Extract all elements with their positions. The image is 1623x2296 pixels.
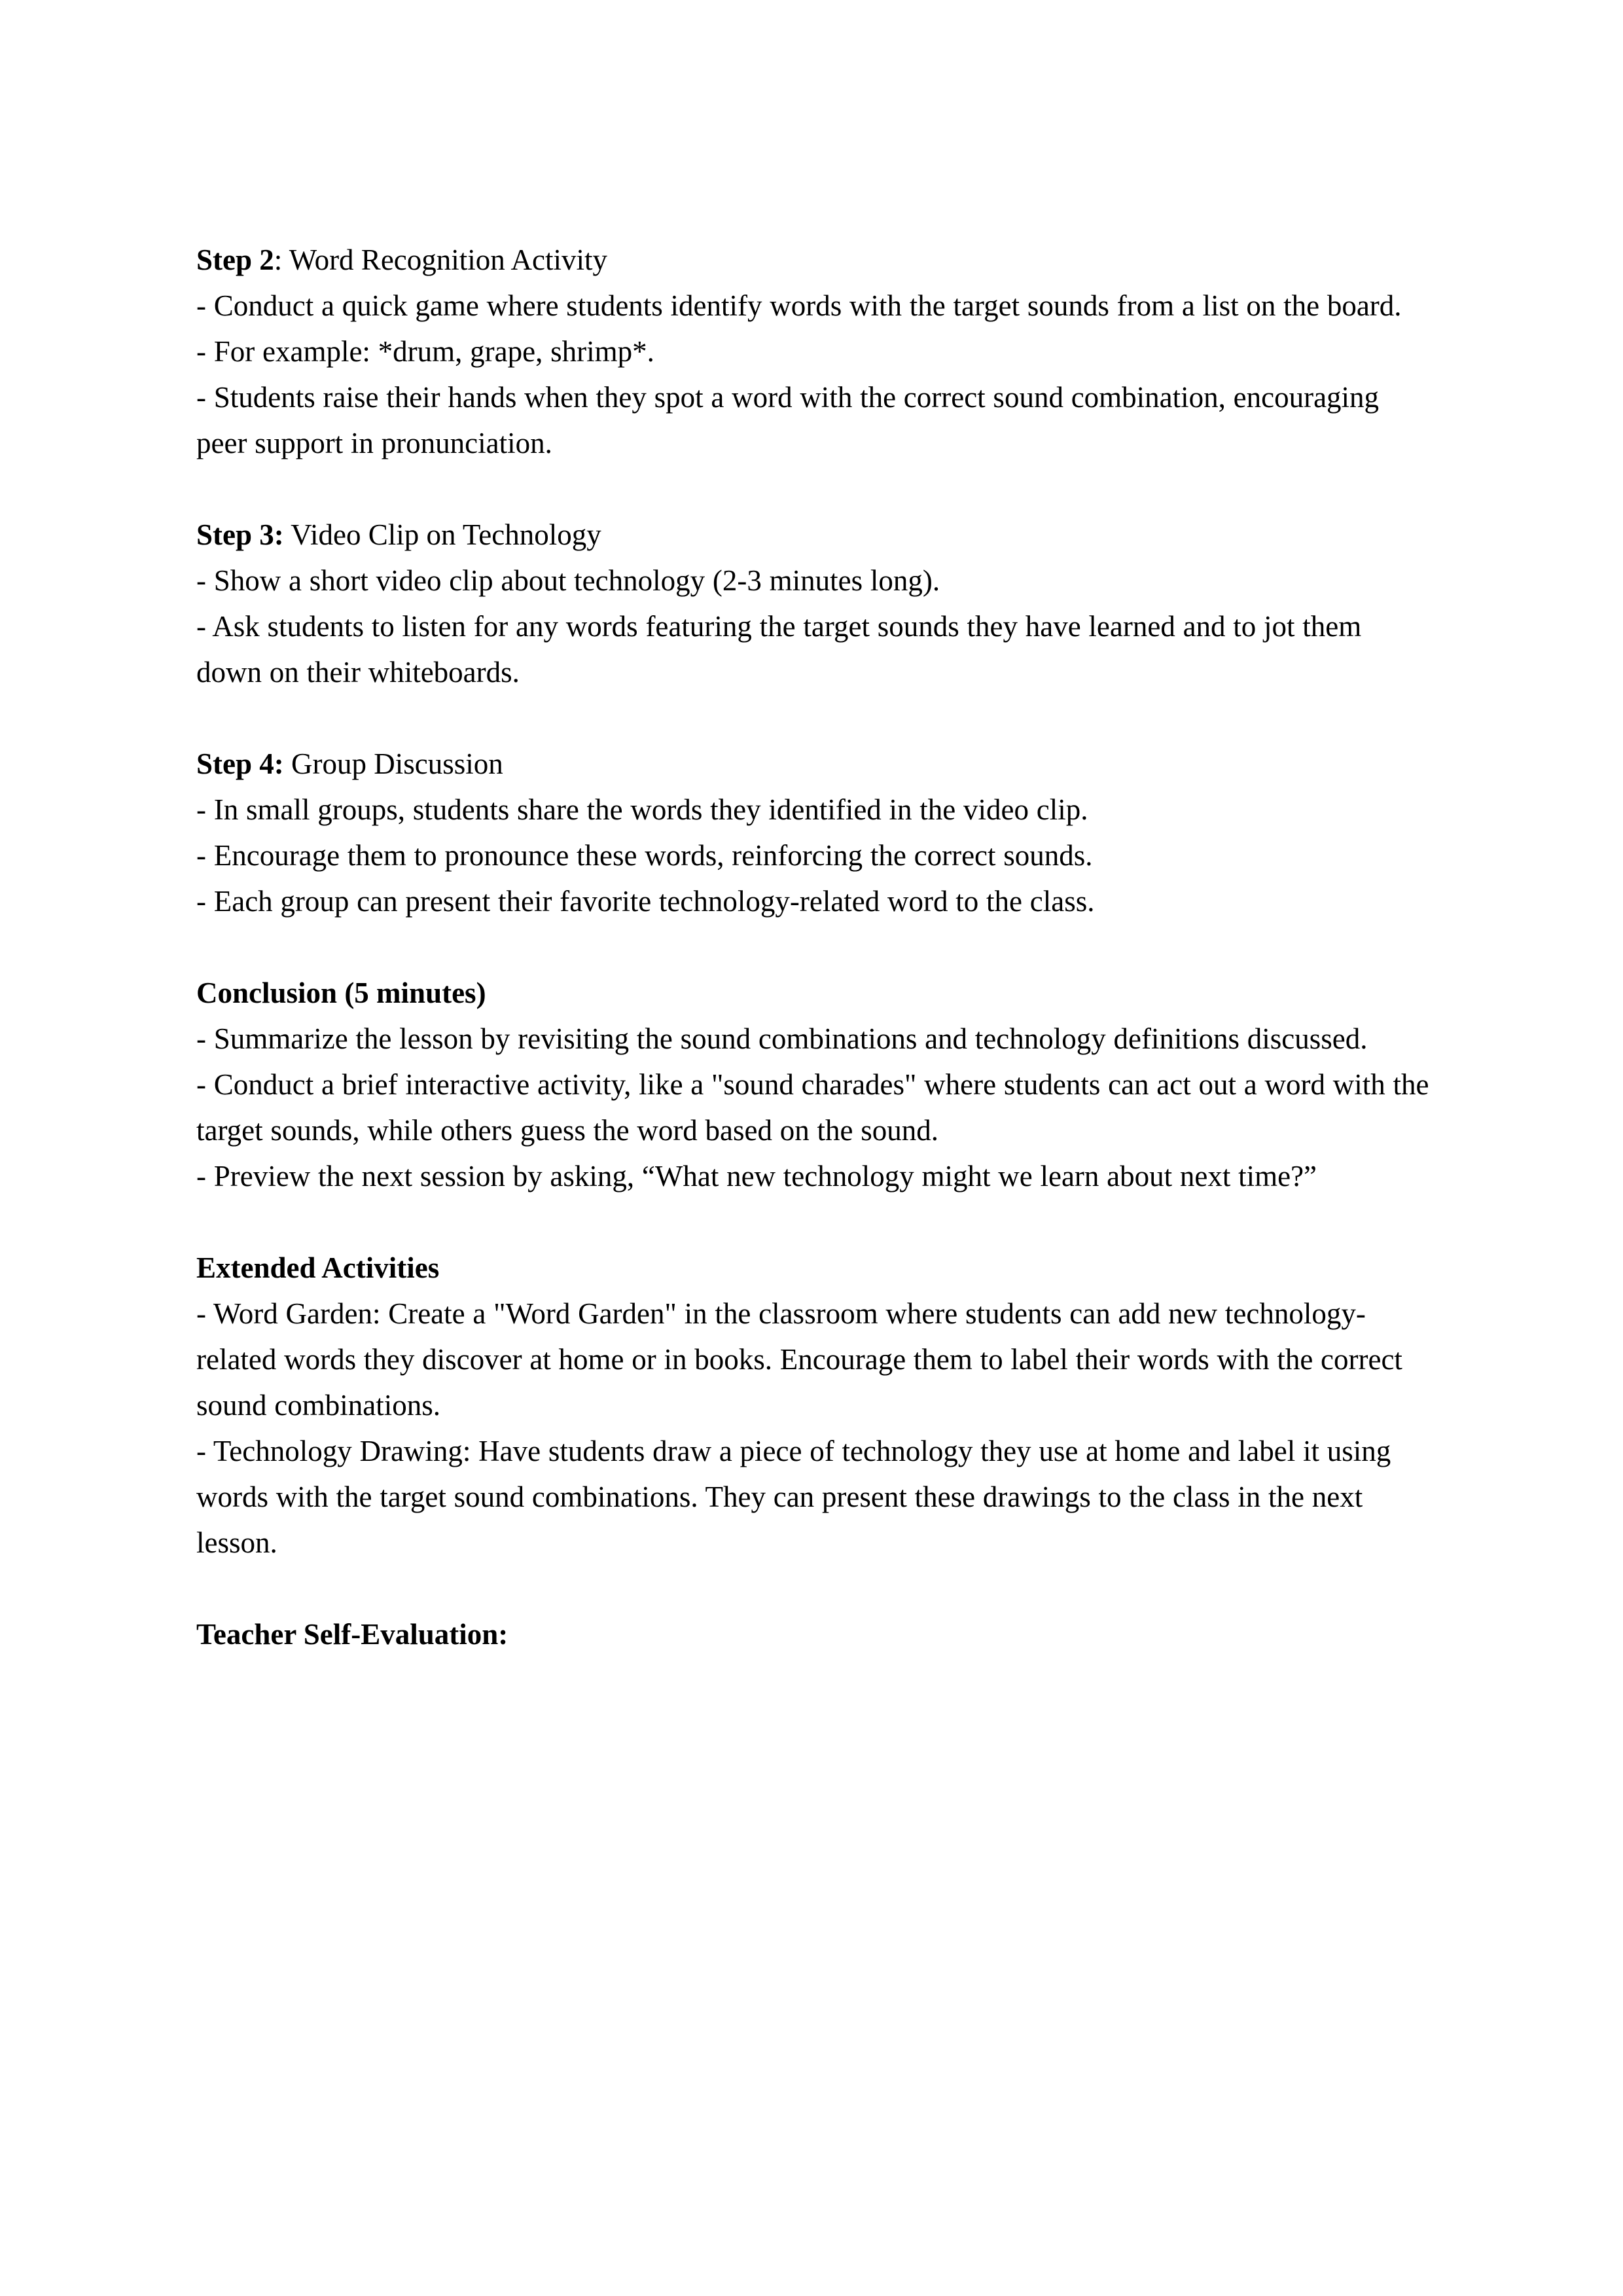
section-line: - Preview the next session by asking, “What new technology might we learn about next time?” (196, 1160, 1317, 1193)
section-line: - Each group can present their favorite technology-related word to the class. (196, 885, 1095, 918)
heading-bold-part: Teacher Self-Evaluation: (196, 1618, 508, 1651)
section-heading-conclusion (196, 970, 1430, 1016)
document-text-column (196, 237, 1430, 1657)
section-step-3 (196, 512, 1430, 695)
heading-rest-part: Group Discussion (283, 747, 503, 780)
section-step-4 (196, 741, 1430, 924)
paragraph-spacer (196, 695, 1430, 741)
section-extended-activities (196, 1245, 1430, 1566)
heading-bold-part: Conclusion (5 minutes) (196, 977, 486, 1009)
section-conclusion (196, 970, 1430, 1199)
section-line: - Word Garden: Create a "Word Garden" in the classroom where students can add new technology-related words they discover at home or in books. Encourage them to label their words with the correct sound combinations. (196, 1297, 1402, 1422)
heading-bold-part: Step 4: (196, 747, 284, 780)
section-heading-teacher-self-evaluation (196, 1611, 1430, 1657)
section-heading-step-3 (196, 512, 1430, 558)
paragraph-spacer (196, 466, 1430, 512)
section-line: - Encourage them to pronounce these words, reinforcing the correct sounds. (196, 839, 1093, 872)
section-line: - For example: *drum, grape, shrimp*. (196, 335, 654, 368)
section-step-2 (196, 237, 1430, 466)
section-line: - Show a short video clip about technology (2-3 minutes long). (196, 564, 940, 597)
heading-rest-part: : Word Recognition Activity (274, 243, 608, 276)
section-line: - In small groups, students share the words they identified in the video clip. (196, 793, 1088, 826)
section-line: - Technology Drawing: Have students draw a piece of technology they use at home and label it using words with the target sound combinations. They can present these drawings to the class in the next lesson. (196, 1435, 1391, 1559)
paragraph-spacer (196, 924, 1430, 970)
heading-bold-part: Extended Activities (196, 1251, 440, 1284)
paragraph-spacer (196, 1199, 1430, 1245)
section-line: - Summarize the lesson by revisiting the sound combinations and technology definitions discussed. (196, 1022, 1368, 1055)
section-line: - Ask students to listen for any words featuring the target sounds they have learned and to jot them down on their whiteboards. (196, 610, 1362, 689)
heading-bold-part: Step 3: (196, 518, 284, 551)
heading-rest-part: Video Clip on Technology (283, 518, 601, 551)
section-heading-extended-activities (196, 1245, 1430, 1291)
section-heading-step-2 (196, 237, 1430, 283)
section-teacher-self-evaluation (196, 1611, 1430, 1657)
section-heading-step-4 (196, 741, 1430, 787)
section-line: - Students raise their hands when they spot a word with the correct sound combination, encouraging peer support in pronunciation. (196, 381, 1380, 459)
section-line: - Conduct a quick game where students identify words with the target sounds from a list on the board. (196, 289, 1402, 322)
heading-bold-part: Step 2 (196, 243, 274, 276)
paragraph-spacer (196, 1566, 1430, 1611)
section-line: - Conduct a brief interactive activity, like a "sound charades" where students can act out a word with the target sounds, while others guess the word based on the sound. (196, 1068, 1429, 1147)
